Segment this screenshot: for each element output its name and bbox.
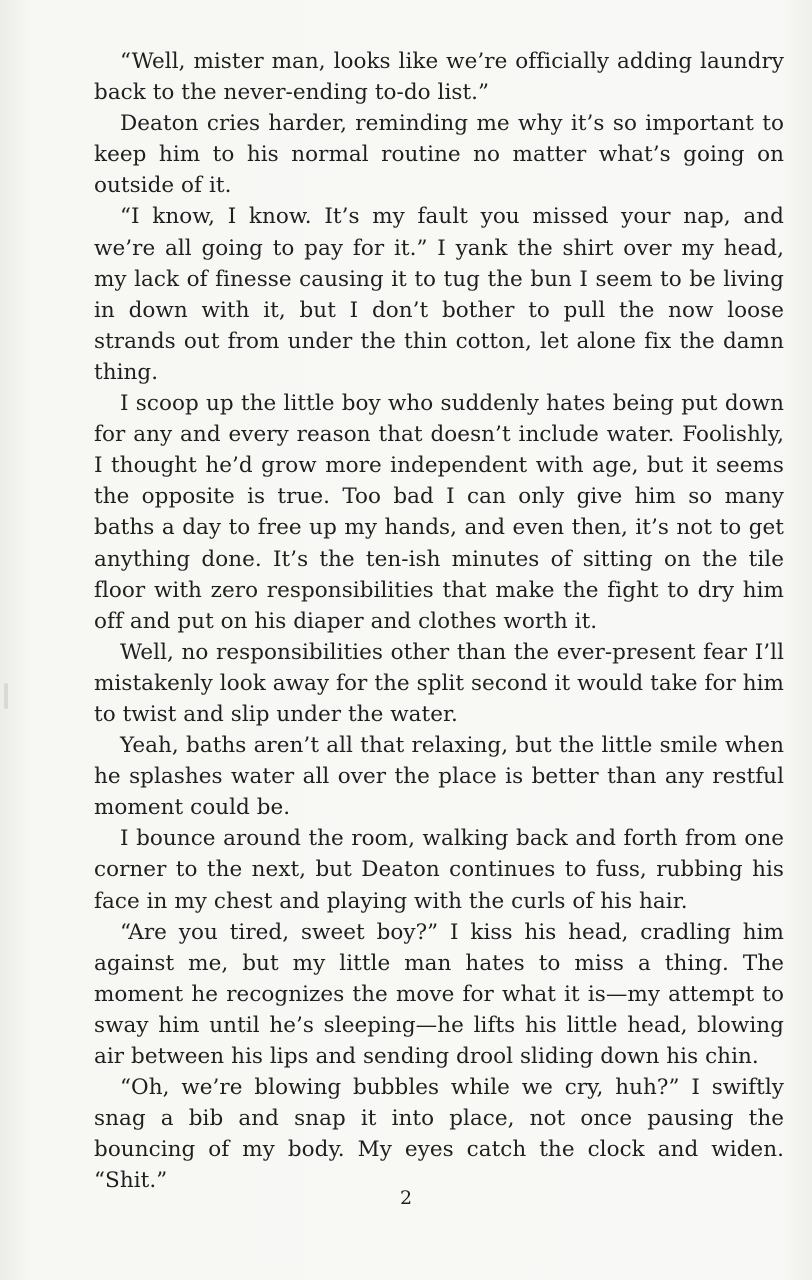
paragraph: I bounce around the room, walking back and forth from one corner to the next, but Deaton continues to fuss, rubbing his face in my chest and playing with the curls of his hair. (94, 826, 784, 914)
paragraph: “Well, mister man, looks like we’re officially adding laundry back to the never-ending to-do list.” (94, 49, 784, 106)
page-edge-mark (4, 683, 8, 709)
paragraph: Well, no responsibilities other than the ever-present fear I’ll mistakenly look away for the split second it would take for him to twist and slip under the water. (94, 639, 784, 727)
paragraph: “Are you tired, sweet boy?” I kiss his head, cradling him against me, but my little man hates to miss a thing. The moment he recognizes the move for what it is—my attempt to sway him until he’s sleeping—he lifts his little head, blowing air between his lips and sending drool sliding down his chin. (94, 919, 784, 1069)
paragraph: “I know, I know. It’s my fault you missed your nap, and we’re all going to pay for it.” I yank the shirt over my head, my lack of finesse causing it to tug the bun I seem to be living in down with it, but I don’t bother to pull the now loose strands out from under the thin cotton, let alone fix the damn thing. (94, 204, 784, 385)
paragraph: Deaton cries harder, reminding me why it’s so important to keep him to his normal routine no matter what’s going on outside of it. (94, 111, 784, 199)
body-text (94, 46, 784, 1196)
paragraph: I scoop up the little boy who suddenly hates being put down for any and every reason that doesn’t include water. Foolishly, I thought he’d grow more independent with age, but it seems the opposite is true. Too bad I can only give him so many baths a day to free up my hands, and even then, it’s not to get anything done. It’s the ten-ish minutes of sitting on the tile floor with zero responsibilities that make the fight to dry him off and put on his diaper and clothes worth it. (94, 391, 784, 634)
paragraph: “Oh, we’re blowing bubbles while we cry, huh?” I swiftly snag a bib and snap it into place, not once pausing the bouncing of my body. My eyes catch the clock and widen. “Shit.” (94, 1075, 784, 1194)
page-number: 2 (399, 1187, 413, 1209)
paragraph: Yeah, baths aren’t all that relaxing, but the little smile when he splashes water all over the place is better than any restful moment could be. (94, 733, 784, 821)
